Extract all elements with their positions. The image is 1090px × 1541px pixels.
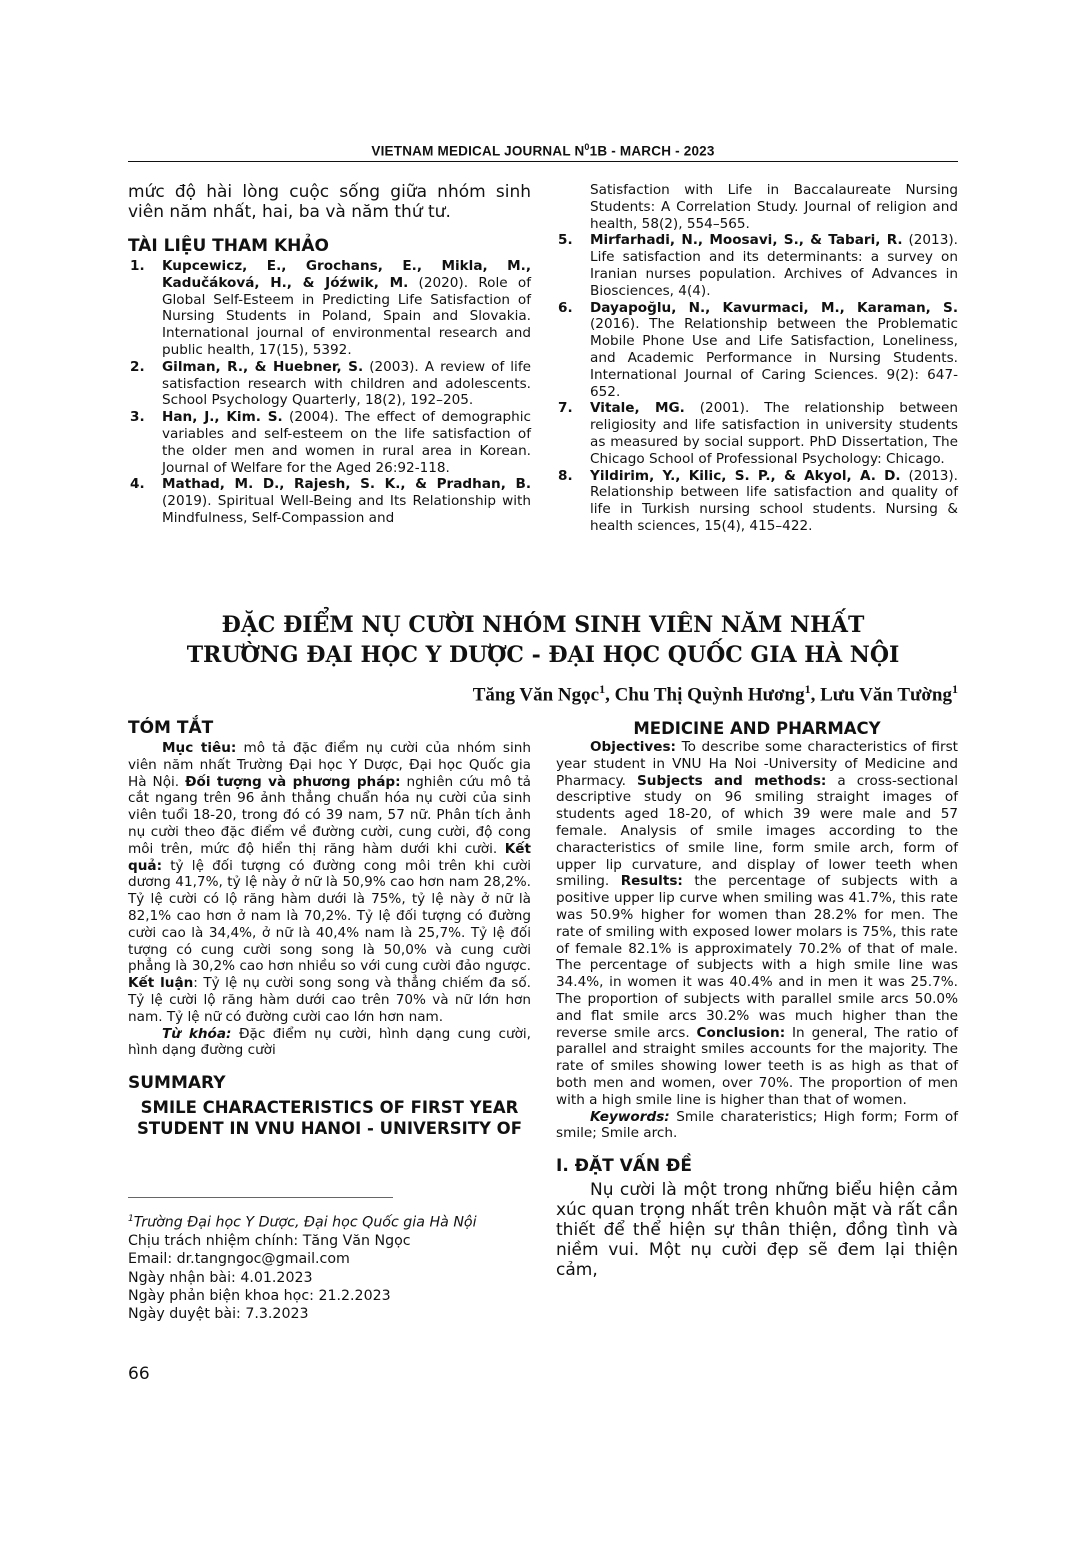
continued-text: mức độ hài lòng cuộc sống giữa nhóm sinh viên năm nhất, hai, ba và năm thứ tư. [128, 182, 531, 222]
right-top-column [556, 182, 958, 535]
reference-item: 5. Mirfarhadi, N., Moosavi, S., & Tabari, R. (2013). Life satisfaction and its determinants: a survey on Iranian nurses population. Archives of Advances in Biosciences, 4(4). [558, 232, 958, 299]
summary-body: Objectives: To describe some characteristics of first year student in VNU Ha Noi -University of Medicine and Pharmacy. Subjects and methods: a cross-sectional descriptive study on 96 smiling straight images of students aged 18-20, of which 39 were male and 57 female. Analysis of smile images according to the characteristics of smile line, form smile arch, form of upper lip curvature, and display of lower teeth when smiling. Results: the percentage of subjects with a positive upper lip curve when smiling was 41.7%, this rate was 50.9% higher for women than 28.2% for men. The rate of smiling with exposed lower molars is 75%, this rate of female 82.1% is approximately 70.2% of that of male. The percentage of subjects with a high smile line was 34.4%, in women it was 40.4% and in men it was 25.7%. The proportion of subjects with parallel smile arcs 50.0% and flat smile arcs 30.2% was much higher than the reverse smile arcs. Conclusion: In general, The ratio of parallel and straight smiles accounts for the majority. The rate of smiles showing lower teeth is as high as that of both men and women, over 70%. The proportion of men with a high smile line is higher than that of women. [556, 739, 959, 1108]
reference-item: 1. Kupcewicz, E., Grochans, E., Mikla, M., Kadučáková, H., & Jóźwik, M. (2020). Role of Global Self-Esteem in Predicting Life Satisfaction of Nursing Students in Poland, Spain and Slovakia. International journal of environmental research and public health, 17(15), 5392. [130, 258, 531, 358]
reference-item: 7. Vitale, MG. (2001). The relationship between religiosity and life satisfaction in university students as measured by social support. PhD Dissertation, The Chicago School of Professional Psychology: Chicago. [558, 400, 958, 467]
summary-title-continued: MEDICINE AND PHARMACY [633, 719, 881, 738]
reference-item: 2. Gilman, R., & Huebner, S. (2003). A review of life satisfaction research with children and adolescents. School Psychology Quarterly, 18(2), 192–205. [130, 358, 531, 409]
intro-text: Nụ cười là một trong những biểu hiện cảm xúc quan trọng nhất trên khuôn mặt và rất cần thiết để thể hiện sự thân thiện, đồng tình và niềm vui. Một nụ cười đẹp sẽ đem lại thiện cảm, [556, 1180, 958, 1281]
footnote-rule [128, 1197, 393, 1198]
footnote-affiliation: $^1$Trường Đại học Y Dược, Đại học Quốc gia Hà Nội [128, 1214, 477, 1231]
reference-item: 3. Han, J., Kim. S. (2004). The effect of demographic variables and self-esteem on the life satisfaction of the older men and women in rural area in Korean. Journal of Welfare for the Aged 26:92-118. [130, 409, 531, 476]
footnote [128, 1210, 531, 1324]
intro-heading: I. ĐẶT VẤN ĐỀ [556, 1156, 692, 1177]
footnote-received: Ngày nhận bài: 4.01.2023 [128, 1269, 313, 1286]
footnote-approved: Ngày duyệt bài: 7.3.2023 [128, 1306, 309, 1323]
footnote-email: Email: dr.tangngoc@gmail.com [128, 1251, 350, 1268]
reference-item: 4. Mathad, M. D., Rajesh, S. K., & Pradhan, B. (2019). Spiritual Well-Being and Its Relationship with Mindfulness, Self-Compassion and [130, 476, 531, 526]
left-top-column [128, 182, 531, 527]
reference-item: 8. Yildirim, Y., Kilic, S. P., & Akyol, A. D. (2013). Relationship between life satisfaction and quality of life in Turkish nursing school students. Nursing & health sciences, 15(4), 415–422. [558, 467, 958, 534]
header-rule [128, 161, 958, 162]
author-list: Tăng Văn Ngọc$^1$, Chu Thị Quỳnh Hương$^1$, Lưu Văn Tường$^1$ [472, 682, 958, 706]
right-bottom-column [556, 718, 958, 1280]
running-header: VIETNAM MEDICAL JOURNAL $N^01B$ - MARCH - 2023 [371, 142, 715, 159]
article-title: ĐẶC ĐIỂM NỤ CƯỜI NHÓM SINH VIÊN NĂM NHẤT TRƯỜNG ĐẠI HỌC Y DƯỢC - ĐẠI HỌC QUỐC GIA HÀ NỘI [186, 612, 900, 668]
summary-title: SMILE CHARACTERISTICS OF FIRST YEAR STUDENT IN VNU HANOI - UNIVERSITY OF [137, 1098, 522, 1139]
reference-list-left [128, 258, 531, 527]
reference-continued: Satisfaction with Life in Baccalaureate Nursing Students: A Correlation Study. Journal of religion and health, 58(2), 554–565. [590, 182, 958, 232]
page-number: 66 [128, 1364, 150, 1384]
left-bottom-column [128, 718, 531, 1139]
footnote-responsible: Chịu trách nhiệm chính: Tăng Văn Ngọc [128, 1233, 411, 1250]
reference-item: 6. Dayapoğlu, N., Kavurmaci, M., Karaman, S. (2016). The Relationship between the Problematic Mobile Phone Use and Life Satisfaction, Loneliness, and Academic Performance in Nursing Students. International Journal of Caring Sciences. 9(2): 647-652. [558, 299, 958, 400]
summary-keywords: Keywords: Smile charateristics; High form; Form of smile; Smile arch. [556, 1108, 958, 1142]
footnote-reviewed: Ngày phản biện khoa học: 21.2.2023 [128, 1287, 391, 1304]
reference-list-right [556, 182, 958, 535]
summary-heading: SUMMARY [128, 1073, 226, 1094]
references-heading: TÀI LIỆU THAM KHẢO [128, 236, 329, 256]
abstract-vi-keywords: Từ khóa: Đặc điểm nụ cười, hình dạng cung cười, hình dạng đường cười [128, 1025, 531, 1059]
abstract-vi-body: Mục tiêu: mô tả đặc điểm nụ cười của nhóm sinh viên năm nhất Trường Đại học Y Dược, Đại học Quốc gia Hà Nội. Đối tượng và phương pháp: nghiên cứu mô tả cắt ngang trên 96 ảnh thẳng chuẩn hóa nụ cười của sinh viên tuổi 18-20, trong đó có 39 nam, 57 nữ. Phân tích ảnh nụ cười theo đặc điểm về đường cười, cung cười, độ cong môi trên, mức độ hiển thị răng hàm dưới khi cười. Kết quả: tỷ lệ đối tượng có đường cong môi trên khi cười dương 41,7%, tỷ lệ này ở nữ là 50,9% cao hơn nam 28,2%. Tỷ lệ cười có lộ răng hàm dưới là 75%, tỷ lệ này ở nữ là 82,1% cao hơn ở nam là 70,2%. Tỷ lệ đối tượng có đường cười cao là 34,4%, ở nữ là 40,4% nam là 25,7%. Tỷ lệ đối tượng có cung cười song song là 50,0% và cung cười phẳng là 30,2% cao hơn nhiều so với cung cười đảo ngược. Kết luận: Tỷ lệ nụ cười song song và thẳng chiếm đa số. Tỷ lệ cười lộ răng hàm dưới cao trên 70% và nữ lớn hơn nam. Tỷ lệ nữ có đường cười cao lớn hơn nam. [128, 740, 532, 1025]
abstract-vi-heading: TÓM TẮT [128, 718, 214, 738]
